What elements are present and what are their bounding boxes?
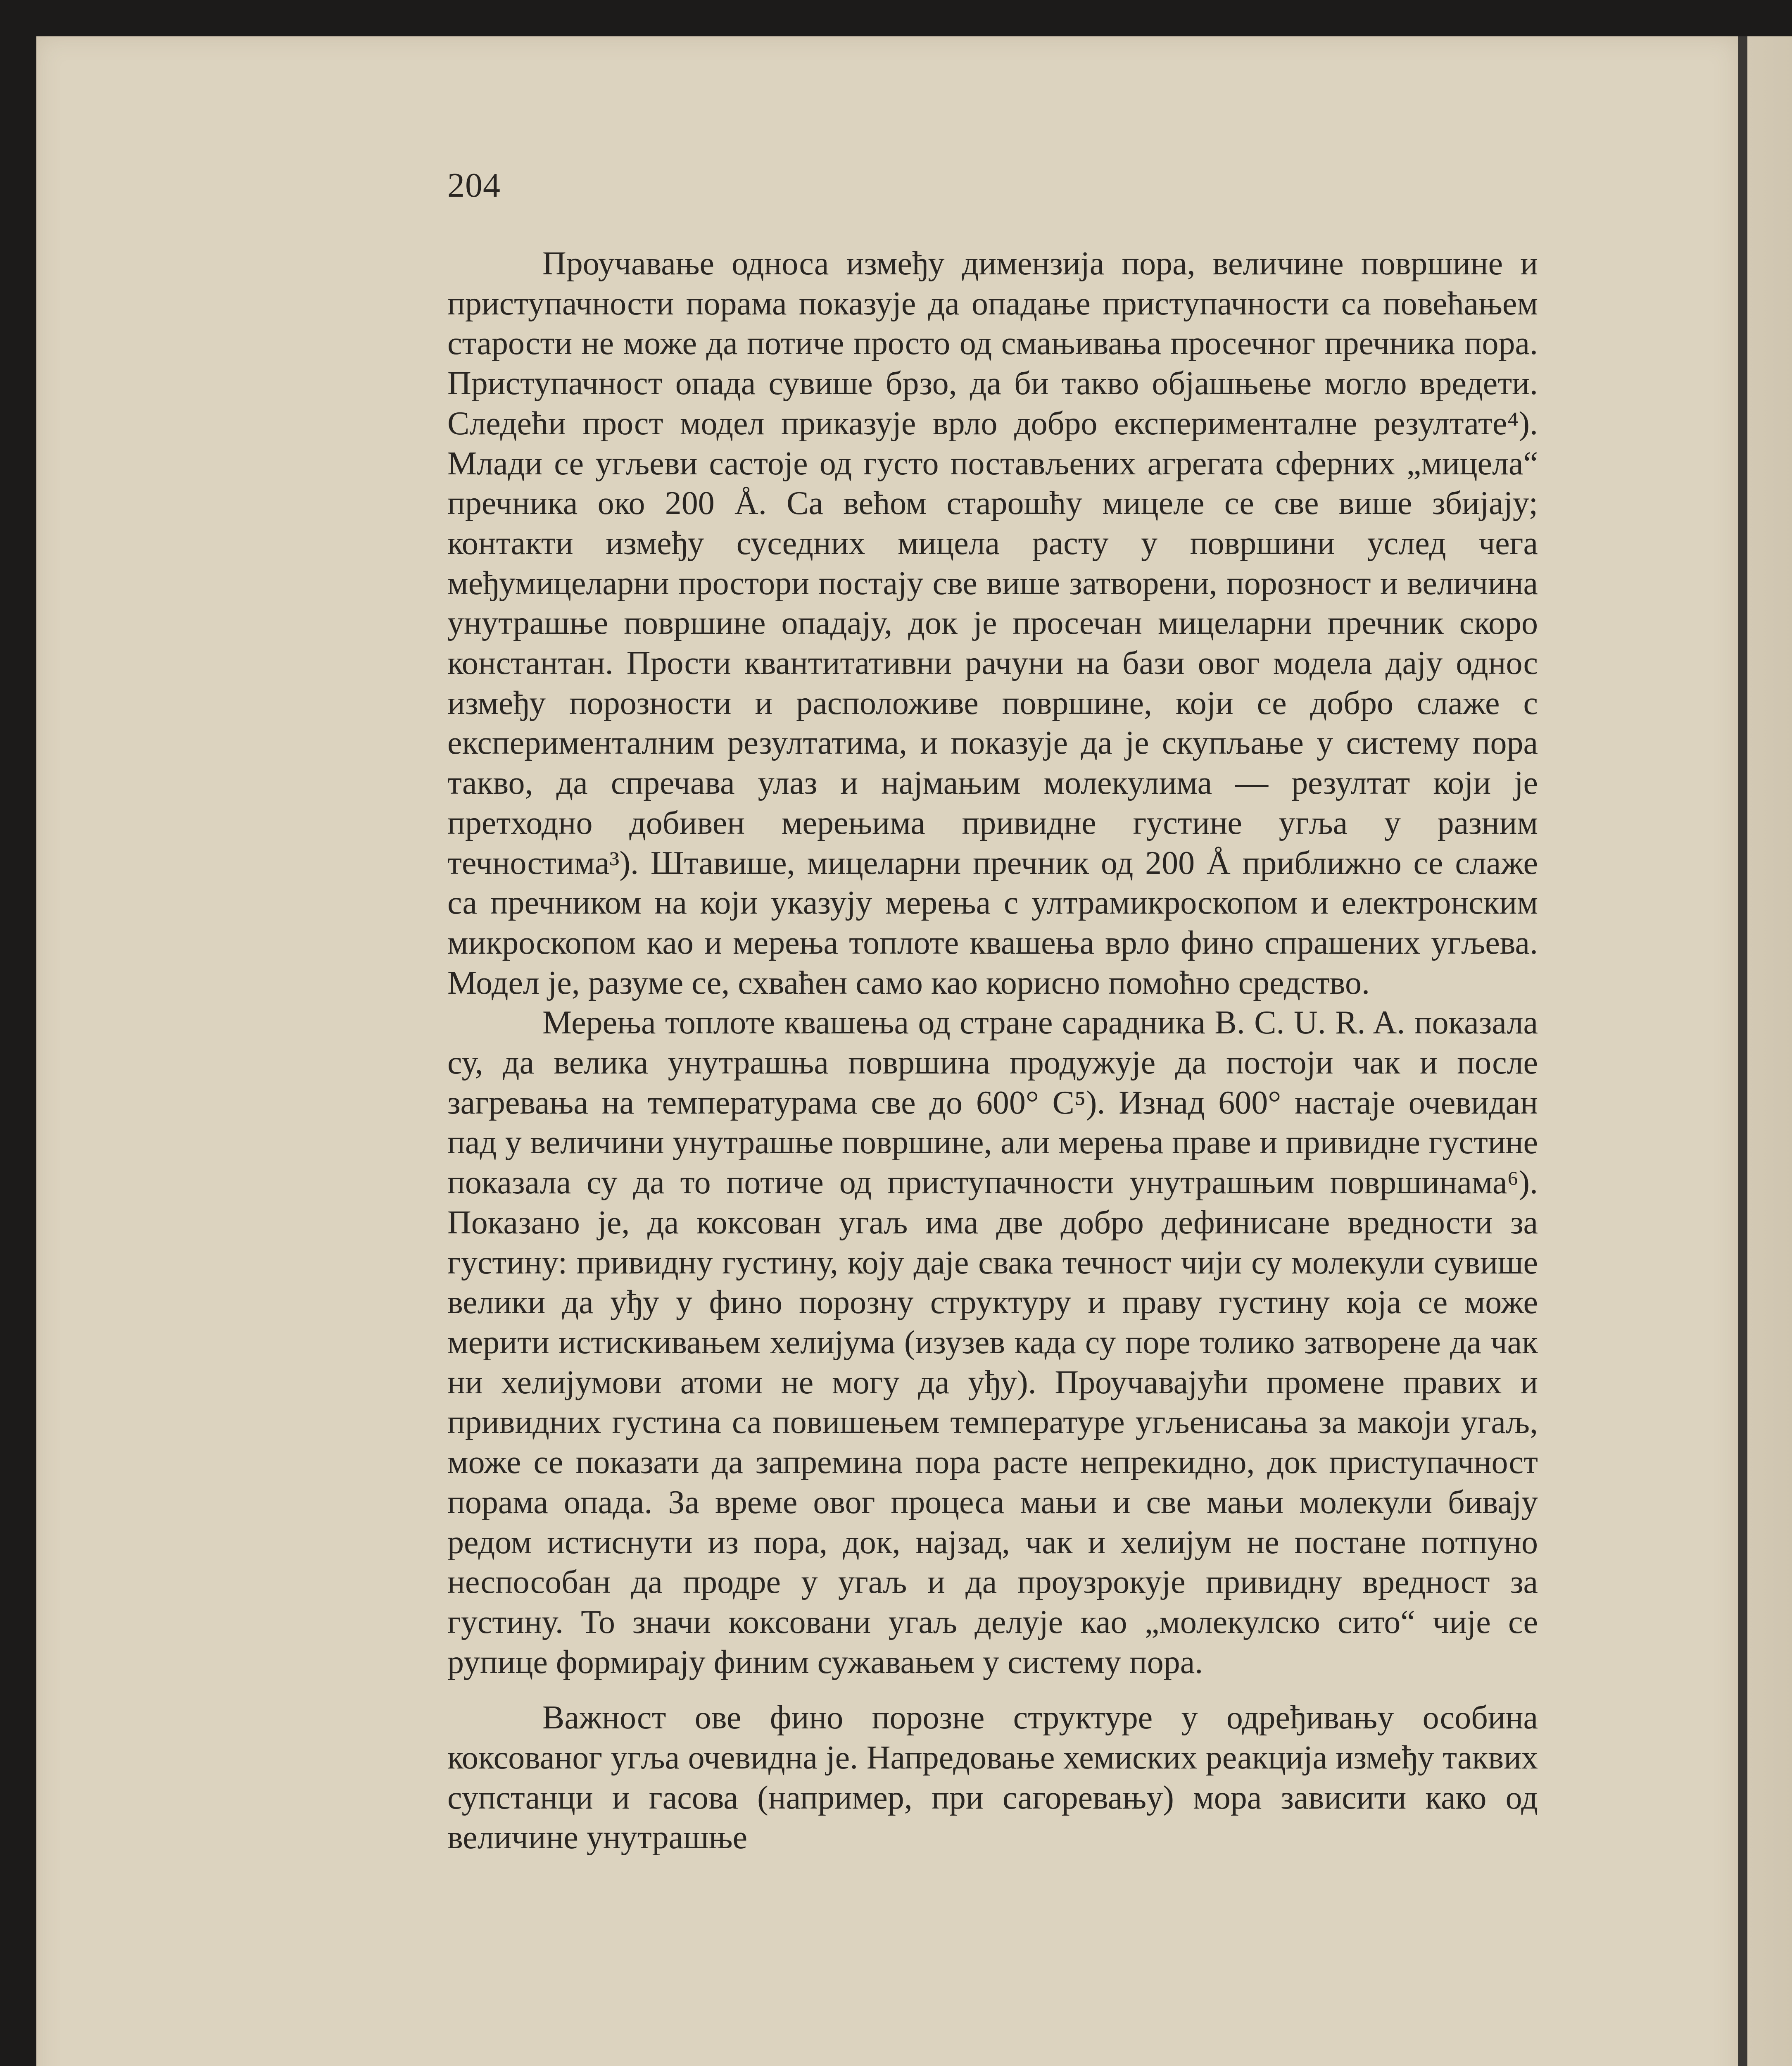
body-text <box>447 244 1538 1858</box>
page-number: 204 <box>447 166 501 205</box>
facing-page-edge <box>1738 36 1792 2066</box>
paragraph-importance: Важност ове фино порозне структуре у одређивању особина коксованог угља очевидна је. Напредовање хемиских реакција између таквих супстанци и гасова (например, при сагоревању) мора зависити како од величине унутрашње <box>447 1699 1538 1856</box>
paragraph-pore-model: Проучавање односа између димензија пора, величине површине и приступачности порама показује да опадање приступачности са повећањем старости не може да потиче просто од смањивања просечног пречника пора. Приступачност опада сувише брзо, да би такво објашњење могло вредети. Следећи прост модел приказује врло добро експерименталне резултате⁴). Млади се угљеви састоје од густо постављених агрегата сферних „мицела“ пречника око 200 Å. Са већом старошћу мицеле се све више збијају; контакти између суседних мицела расту у површини услед чега међумицеларни простори постају све више затворени, порозност и величина унутрашње површине опадају, док је просечан мицеларни пречник скоро константан. Прости квантитативни рачуни на бази овог модела дају однос између порозности и расположиве површине, који се добро слаже с експерименталним резултатима, и показује да је скупљање у систему пора такво, да спречава улаз и најмањим молекулима — резултат који је претходно добивен мерењима привидне густине угља у разним течностима³). Штавише, мицеларни пречник од 200 Å приближно се слаже са пречником на који указују мерења с ултрамикроскопом и електронским микроскопом као и мерења топлоте квашења врло фино спрашених угљева. Модел је, разуме се, схваћен само као корисно помоћно средство. <box>447 245 1538 1001</box>
paragraph-heat-of-wetting: Мерења топлоте квашења од стране сарадника B. C. U. R. A. показала су, да велика унутрашња површина продужује да постоји чак и после загревања на температурама све до 600° C⁵). Изнад 600° настаје очевидан пад у величини унутрашње површине, али мерења праве и привидне густине показала су да то потиче од приступачности унутрашњим површинама⁶). Показано је, да коксован угаљ има две добро дефинисане вредности за густину: привидну густину, коју даје свака течност чији су молекули сувише велики да уђу у фино порозну структуру и праву густину која се може мерити истискивањем хелијума (изузев када су поре толико затворене да чак ни хелијумови атоми не могу да уђу). Проучавајући промене правих и привидних густина са повишењем температуре угљенисања за макоји угаљ, може се показати да запремина пора расте непрекидно, док приступачност порама опада. За време овог процеса мањи и све мањи молекули бивају редом истиснути из пора, док, најзад, чак и хелијум не постане потпуно неспособан да продре у угаљ и да проузрокује привидну вредност за густину. То значи коксовани угаљ делује као „молекулско сито“ чије се рупице формирају финим сужавањем у систему пора. <box>447 1004 1538 1680</box>
